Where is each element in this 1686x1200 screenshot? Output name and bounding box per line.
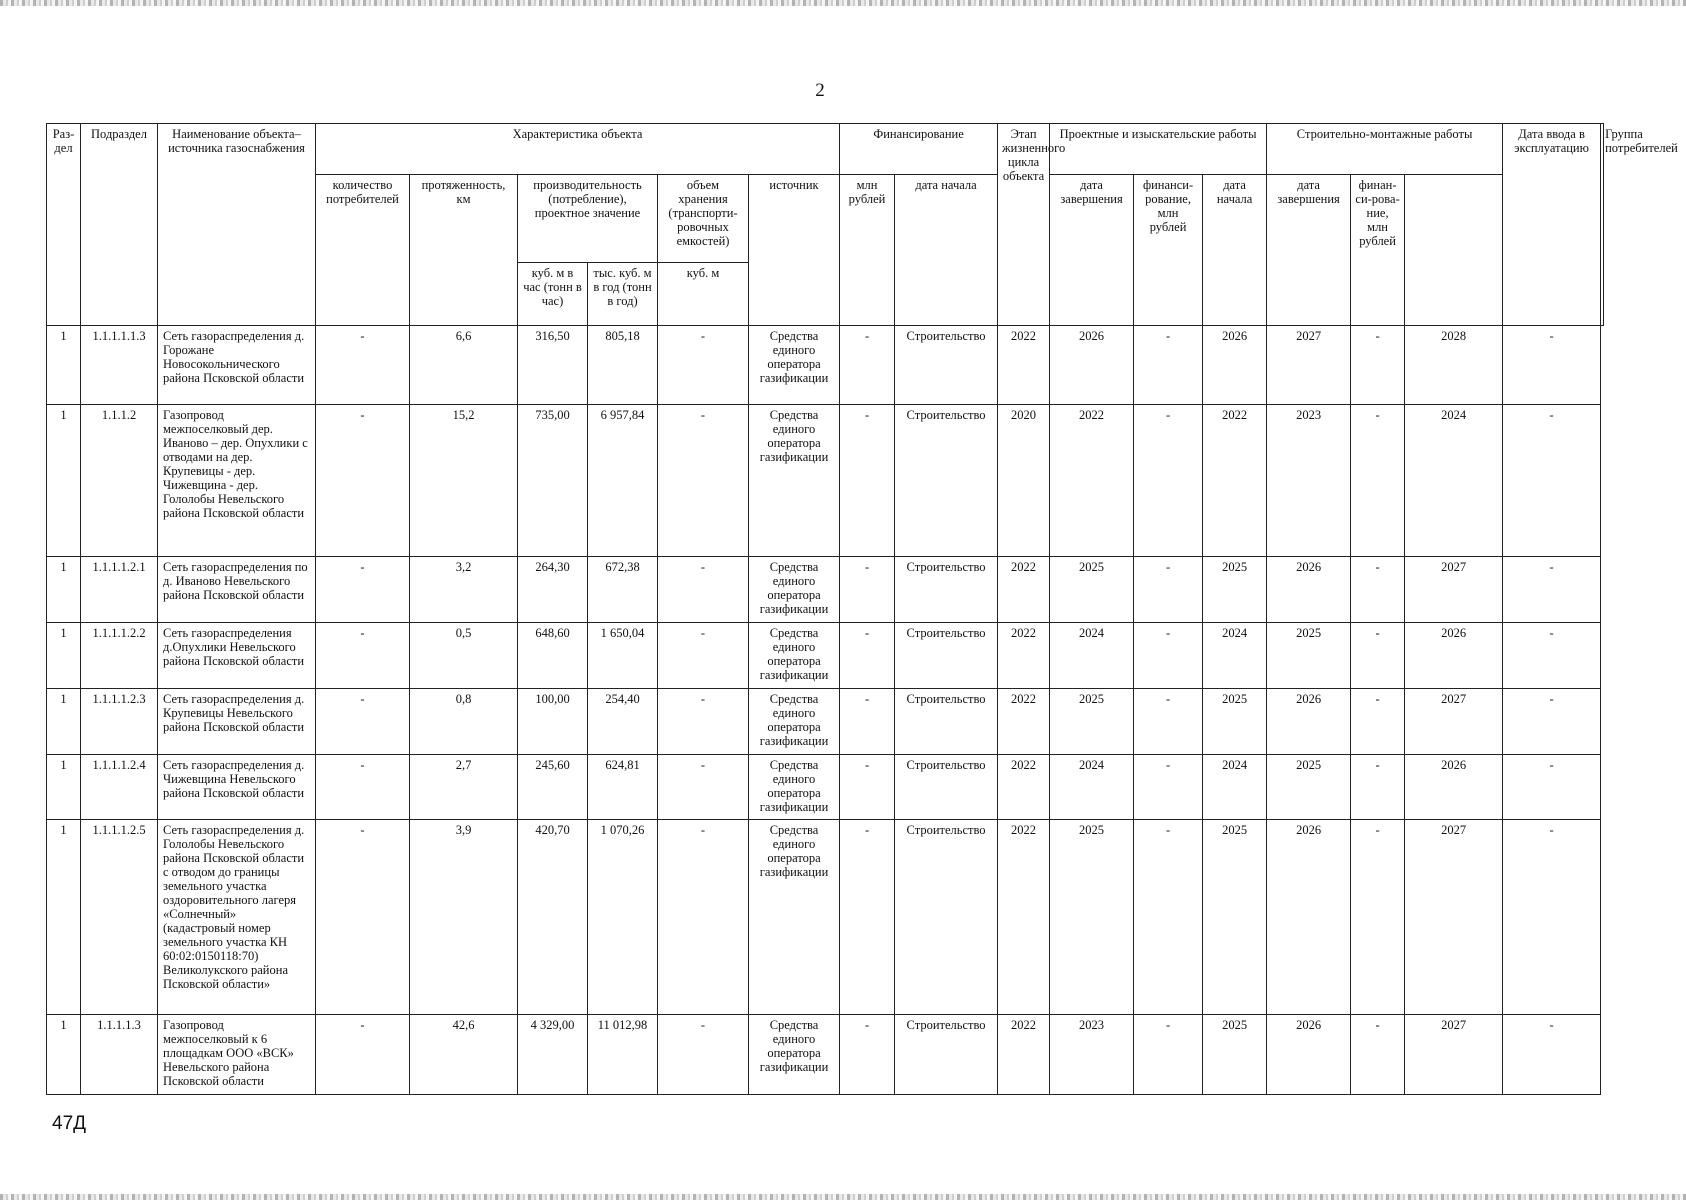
cell-source: Средства единого оператора газификации xyxy=(749,557,840,623)
cell-c-start: 2025 xyxy=(1203,820,1267,1015)
table-row xyxy=(47,820,1604,1015)
cell-name: Сеть газораспределения д. Чижевщина Невельского района Псковской области xyxy=(158,755,316,820)
cell-per-year: 805,18 xyxy=(588,326,658,405)
cell-per-year: 11 012,98 xyxy=(588,1015,658,1095)
header-consumer-group: Группа потребителей xyxy=(1601,124,1604,326)
header-design-start: дата начала xyxy=(895,175,998,326)
cell-commission: 2028 xyxy=(1405,326,1503,405)
cell-stage: Строительство xyxy=(895,1015,998,1095)
scan-edge-bottom xyxy=(0,1194,1686,1200)
cell-d-fin: - xyxy=(1134,1015,1203,1095)
cell-stage: Строительство xyxy=(895,689,998,755)
cell-storage: - xyxy=(658,623,749,689)
cell-d-fin: - xyxy=(1134,755,1203,820)
cell-commission: 2027 xyxy=(1405,820,1503,1015)
cell-commission: 2024 xyxy=(1405,405,1503,557)
header-cubic-m: куб. м xyxy=(658,263,749,326)
cell-group: - xyxy=(1503,326,1601,405)
cell-commission: 2027 xyxy=(1405,557,1503,623)
cell-d-start: 2022 xyxy=(998,623,1050,689)
header-mln-rub: млн рублей xyxy=(840,175,895,326)
cell-length: 42,6 xyxy=(410,1015,518,1095)
cell-source: Средства единого оператора газификации xyxy=(749,405,840,557)
cell-per-hour: 316,50 xyxy=(518,326,588,405)
header-name: Наименование объекта– источника газоснабжения xyxy=(158,124,316,326)
cell-c-start: 2022 xyxy=(1203,405,1267,557)
cell-c-end: 2025 xyxy=(1267,623,1351,689)
header-construction-work: Строительно-монтажные работы xyxy=(1267,124,1503,175)
cell-d-end: 2025 xyxy=(1050,689,1134,755)
cell-c-fin: - xyxy=(1351,755,1405,820)
cell-name: Сеть газораспределения д. Горожане Новосокольнического района Псковской области xyxy=(158,326,316,405)
cell-c-fin: - xyxy=(1351,623,1405,689)
cell-c-start: 2025 xyxy=(1203,689,1267,755)
cell-length: 0,8 xyxy=(410,689,518,755)
header-commissioning-date: Дата ввода в эксплуатацию xyxy=(1503,124,1601,326)
cell-c-end: 2026 xyxy=(1267,820,1351,1015)
cell-c-end: 2023 xyxy=(1267,405,1351,557)
cell-commission: 2026 xyxy=(1405,755,1503,820)
page-number: 2 xyxy=(815,80,825,101)
cell-stage: Строительство xyxy=(895,557,998,623)
cell-stage: Строительство xyxy=(895,820,998,1015)
cell-length: 3,2 xyxy=(410,557,518,623)
cell-d-fin: - xyxy=(1134,689,1203,755)
cell-name: Газопровод межпоселковый дер. Иваново – дер. Опухлики с отводами на дер. Крупевицы - дер. Чижевщина - дер. Гололобы Невельского района Псковской области xyxy=(158,405,316,557)
cell-d-start: 2022 xyxy=(998,1015,1050,1095)
cell-storage: - xyxy=(658,689,749,755)
cell-per-year: 6 957,84 xyxy=(588,405,658,557)
cell-commission: 2026 xyxy=(1405,623,1503,689)
cell-d-end: 2026 xyxy=(1050,326,1134,405)
cell-section: 1 xyxy=(47,820,81,1015)
cell-section: 1 xyxy=(47,405,81,557)
header-construction-start: дата начала xyxy=(1203,175,1267,326)
header-design-end: дата завершения xyxy=(1050,175,1134,326)
cell-group: - xyxy=(1503,689,1601,755)
cell-commission: 2027 xyxy=(1405,1015,1503,1095)
cell-consumers: - xyxy=(316,405,410,557)
cell-per-hour: 245,60 xyxy=(518,755,588,820)
cell-consumers: - xyxy=(316,557,410,623)
cell-d-fin: - xyxy=(1134,623,1203,689)
cell-storage: - xyxy=(658,755,749,820)
cell-c-end: 2026 xyxy=(1267,1015,1351,1095)
cell-source: Средства единого оператора газификации xyxy=(749,1015,840,1095)
cell-d-start: 2020 xyxy=(998,405,1050,557)
cell-mln: - xyxy=(840,557,895,623)
cell-length: 15,2 xyxy=(410,405,518,557)
header-storage: объем хранения (транспорти-ровочных емкостей) xyxy=(658,175,749,263)
cell-d-fin: - xyxy=(1134,326,1203,405)
cell-source: Средства единого оператора газификации xyxy=(749,623,840,689)
cell-per-hour: 420,70 xyxy=(518,820,588,1015)
header-design-financing: финанси-рование, млн рублей xyxy=(1134,175,1203,326)
cell-section: 1 xyxy=(47,755,81,820)
cell-section: 1 xyxy=(47,557,81,623)
cell-subsection: 1.1.1.1.2.2 xyxy=(81,623,158,689)
cell-consumers: - xyxy=(316,755,410,820)
cell-per-year: 254,40 xyxy=(588,689,658,755)
table-row xyxy=(47,689,1604,755)
table-row xyxy=(47,405,1604,557)
header-characteristics: Характеристика объекта xyxy=(316,124,840,175)
cell-d-end: 2025 xyxy=(1050,820,1134,1015)
header-construction-end: дата завершения xyxy=(1267,175,1351,326)
header-cubic-per-hour: куб. м в час (тонн в час) xyxy=(518,263,588,326)
cell-stage: Строительство xyxy=(895,623,998,689)
cell-d-start: 2022 xyxy=(998,820,1050,1015)
cell-consumers: - xyxy=(316,820,410,1015)
gasification-table xyxy=(46,123,1678,1095)
cell-per-year: 672,38 xyxy=(588,557,658,623)
cell-commission: 2027 xyxy=(1405,689,1503,755)
table-row xyxy=(47,623,1604,689)
cell-d-fin: - xyxy=(1134,557,1203,623)
cell-length: 2,7 xyxy=(410,755,518,820)
table-row xyxy=(47,1015,1604,1095)
cell-consumers: - xyxy=(316,623,410,689)
table-body xyxy=(47,326,1604,1095)
scan-edge-top xyxy=(0,0,1686,6)
header-lifecycle-stage: Этап жизненного цикла объекта xyxy=(998,124,1050,326)
cell-c-end: 2027 xyxy=(1267,326,1351,405)
cell-subsection: 1.1.1.1.2.5 xyxy=(81,820,158,1015)
cell-group: - xyxy=(1503,1015,1601,1095)
cell-consumers: - xyxy=(316,1015,410,1095)
cell-name: Сеть газораспределения д.Опухлики Невельского района Псковской области xyxy=(158,623,316,689)
cell-subsection: 1.1.1.1.1.3 xyxy=(81,326,158,405)
header-thousand-cubic-per-year: тыс. куб. м в год (тонн в год) xyxy=(588,263,658,326)
cell-group: - xyxy=(1503,623,1601,689)
header-subsection: Подраздел xyxy=(81,124,158,326)
cell-mln: - xyxy=(840,689,895,755)
cell-c-fin: - xyxy=(1351,1015,1405,1095)
cell-source: Средства единого оператора газификации xyxy=(749,820,840,1015)
cell-d-end: 2025 xyxy=(1050,557,1134,623)
cell-subsection: 1.1.1.1.2.1 xyxy=(81,557,158,623)
cell-storage: - xyxy=(658,557,749,623)
cell-c-start: 2025 xyxy=(1203,1015,1267,1095)
cell-d-start: 2022 xyxy=(998,689,1050,755)
cell-c-start: 2025 xyxy=(1203,557,1267,623)
cell-subsection: 1.1.1.1.2.3 xyxy=(81,689,158,755)
cell-section: 1 xyxy=(47,623,81,689)
cell-per-hour: 735,00 xyxy=(518,405,588,557)
cell-stage: Строительство xyxy=(895,326,998,405)
cell-mln: - xyxy=(840,623,895,689)
cell-storage: - xyxy=(658,326,749,405)
cell-c-fin: - xyxy=(1351,326,1405,405)
cell-per-hour: 4 329,00 xyxy=(518,1015,588,1095)
cell-subsection: 1.1.1.1.3 xyxy=(81,1015,158,1095)
cell-group: - xyxy=(1503,405,1601,557)
cell-consumers: - xyxy=(316,689,410,755)
cell-length: 0,5 xyxy=(410,623,518,689)
table-row xyxy=(47,326,1604,405)
cell-per-hour: 264,30 xyxy=(518,557,588,623)
cell-mln: - xyxy=(840,755,895,820)
header-financing: Финансирование xyxy=(840,124,998,175)
cell-per-year: 624,81 xyxy=(588,755,658,820)
cell-name: Сеть газораспределения д. Крупевицы Невельского района Псковской области xyxy=(158,689,316,755)
cell-d-fin: - xyxy=(1134,820,1203,1015)
cell-length: 6,6 xyxy=(410,326,518,405)
cell-length: 3,9 xyxy=(410,820,518,1015)
cell-mln: - xyxy=(840,820,895,1015)
cell-c-start: 2024 xyxy=(1203,623,1267,689)
cell-name: Сеть газораспределения д. Гололобы Невельского района Псковской области с отводом до границы земельного участка оздоровительного лагеря «Солнечный» (кадастровый номер земельного участка КН 60:02:0150118:70) Великолукского района Псковской области» xyxy=(158,820,316,1015)
cell-d-end: 2023 xyxy=(1050,1015,1134,1095)
cell-c-end: 2026 xyxy=(1267,689,1351,755)
cell-storage: - xyxy=(658,405,749,557)
cell-name: Газопровод межпоселковый к 6 площадкам ООО «ВСК» Невельского района Псковской области xyxy=(158,1015,316,1095)
header-source: источник xyxy=(749,175,840,326)
cell-c-fin: - xyxy=(1351,689,1405,755)
cell-per-year: 1 070,26 xyxy=(588,820,658,1015)
cell-mln: - xyxy=(840,405,895,557)
cell-stage: Строительство xyxy=(895,405,998,557)
header-capacity: производительность (потребление), проектное значение xyxy=(518,175,658,263)
cell-d-end: 2024 xyxy=(1050,623,1134,689)
document-code: 47Д xyxy=(52,1113,87,1134)
header-section: Раз-дел xyxy=(47,124,81,326)
cell-mln: - xyxy=(840,1015,895,1095)
header-design-work: Проектные и изыскательские работы xyxy=(1050,124,1267,175)
header-consumers-count: количество потребителей xyxy=(316,175,410,326)
header-length-km: протяженность, км xyxy=(410,175,518,326)
cell-d-end: 2022 xyxy=(1050,405,1134,557)
cell-d-start: 2022 xyxy=(998,557,1050,623)
cell-d-start: 2022 xyxy=(998,326,1050,405)
table-row xyxy=(47,557,1604,623)
header-construction-financing: финан-си-рова-ние, млн рублей xyxy=(1351,175,1405,326)
cell-source: Средства единого оператора газификации xyxy=(749,689,840,755)
cell-group: - xyxy=(1503,820,1601,1015)
cell-subsection: 1.1.1.1.2.4 xyxy=(81,755,158,820)
cell-per-year: 1 650,04 xyxy=(588,623,658,689)
table-row xyxy=(47,755,1604,820)
cell-c-fin: - xyxy=(1351,557,1405,623)
cell-section: 1 xyxy=(47,689,81,755)
cell-c-start: 2024 xyxy=(1203,755,1267,820)
cell-d-start: 2022 xyxy=(998,755,1050,820)
cell-source: Средства единого оператора газификации xyxy=(749,326,840,405)
cell-d-fin: - xyxy=(1134,405,1203,557)
cell-consumers: - xyxy=(316,326,410,405)
cell-c-end: 2025 xyxy=(1267,755,1351,820)
cell-c-fin: - xyxy=(1351,820,1405,1015)
cell-group: - xyxy=(1503,557,1601,623)
cell-section: 1 xyxy=(47,1015,81,1095)
cell-source: Средства единого оператора газификации xyxy=(749,755,840,820)
cell-subsection: 1.1.1.2 xyxy=(81,405,158,557)
cell-per-hour: 648,60 xyxy=(518,623,588,689)
cell-storage: - xyxy=(658,1015,749,1095)
cell-section: 1 xyxy=(47,326,81,405)
cell-mln: - xyxy=(840,326,895,405)
cell-d-end: 2024 xyxy=(1050,755,1134,820)
cell-c-start: 2026 xyxy=(1203,326,1267,405)
cell-group: - xyxy=(1503,755,1601,820)
cell-c-fin: - xyxy=(1351,405,1405,557)
cell-c-end: 2026 xyxy=(1267,557,1351,623)
cell-storage: - xyxy=(658,820,749,1015)
cell-name: Сеть газораспределения по д. Иваново Невельского района Псковской области xyxy=(158,557,316,623)
cell-per-hour: 100,00 xyxy=(518,689,588,755)
cell-stage: Строительство xyxy=(895,755,998,820)
